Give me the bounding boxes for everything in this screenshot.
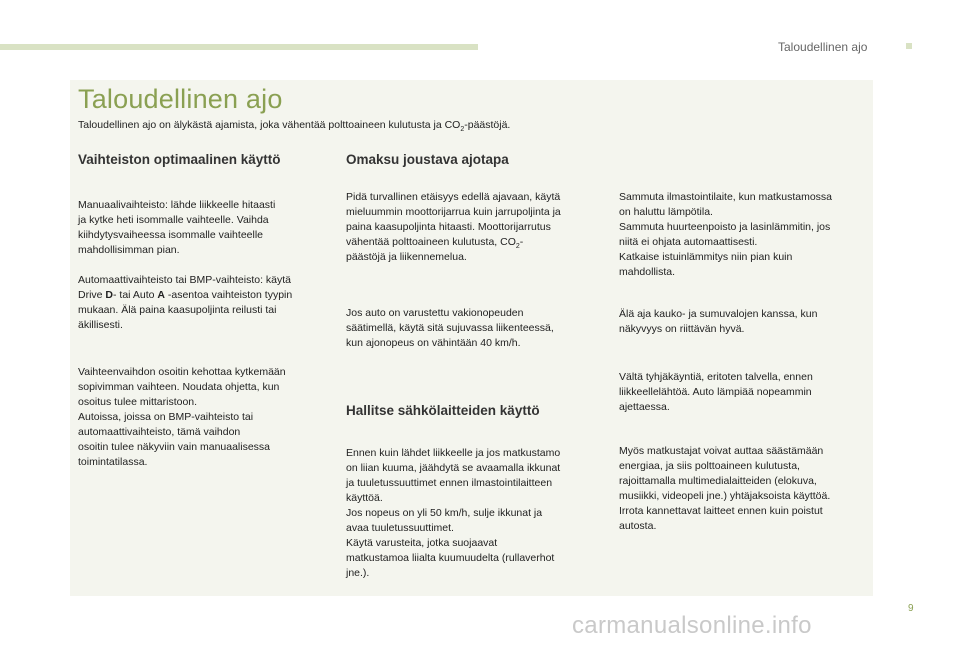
paragraph-passengers: Myös matkustajat voivat auttaa säästämään energiaa, ja siis polttoaineen kulutusta, rajoittamalla multimedialaitteiden (elokuva, musiikki, videopeli jne.) yhtäjaksoista käyttöä. Irrota kannettavat laitteet ennen kuin poistut autosta.: [619, 445, 831, 532]
paragraph-idling: Vältä tyhjäkäyntiä, eritoten talvella, ennen liikkeellelähtöä. Auto lämpiää nopeammin ajettaessa.: [619, 371, 813, 413]
running-header-title: Taloudellinen ajo: [778, 40, 868, 54]
intro-text: Taloudellinen ajo on älykästä ajamista, joka vähentää polttoaineen kulutusta ja $CO_2$-päästöjä.: [78, 119, 511, 134]
page-title: Taloudellinen ajo: [78, 84, 283, 114]
paragraph-cruise-control: Jos auto on varustettu vakionopeuden säätimellä, käytä sitä sujuvassa liikenteessä, kun ajonopeus on vähintään 40 km/h.: [346, 307, 554, 349]
heading-electrical-devices: Hallitse sähkölaitteiden käyttö: [346, 403, 540, 418]
page-number: 9: [908, 603, 914, 614]
header-accent-square: [906, 43, 912, 49]
heading-gearbox: Vaihteiston optimaalinen käyttö: [78, 152, 281, 167]
paragraph-headlights: Älä aja kauko- ja sumuvalojen kanssa, kun näkyvyys on riittävän hyvä.: [619, 308, 818, 335]
heading-driving-style: Omaksu joustava ajotapa: [346, 152, 509, 167]
paragraph-manual-gearbox: Manuaalivaihteisto: lähde liikkeelle hitaasti ja kytke heti isommalle vaihteelle. Vaihda kiihdytysvaiheessa isommalle vaihteelle mahdollisimman pian.: [78, 199, 276, 256]
paragraph-automatic-gearbox: Automaattivaihteisto tai BMP-vaihteisto: käytä Drive D- tai Auto A -asentoa vaihteiston tyypin mukaan. Älä paina kaasupoljinta reilusti tai äkillisesti.: [78, 274, 293, 331]
paragraph-cabin-cooling: Ennen kuin lähdet liikkeelle ja jos matkustamo on liian kuuma, jäähdytä se avaamalla ikkunat ja tuuletussuuttimet ennen ilmastointilaitteen käyttöä. Jos nopeus on yli 50 km/h, sulje ikkunat ja avaa tuuletussuuttimet. Käytä varusteita, jotka suojaavat matkustamoa liialta kuumuudelta (rullaverhot jne.).: [346, 447, 561, 579]
paragraph-safe-distance: Pidä turvallinen etäisyys edellä ajavaan, käytä mieluummin moottorijarrua kuin jarrupoljinta ja paina kaasupoljinta hitaasti. Moottorijarrutus vähentää polttoaineen kulutusta, $CO_2-$ päästöjä ja liikennemelua.: [346, 191, 561, 263]
paragraph-gear-indicator: Vaihteenvaihdon osoitin kehottaa kytkemään sopivimman vaihteen. Noudata ohjetta, kun osoitus tulee mittaristoon. Autoissa, joissa on BMP-vaihteisto tai automaattivaihteisto, tämä vaihdon osoitin tulee näkyviin vain manuaalisessa toimintatilassa.: [78, 366, 286, 468]
paragraph-air-conditioning: Sammuta ilmastointilaite, kun matkustamossa on haluttu lämpötila. Sammuta huurteenpoisto ja lasinlämmitin, jos niitä ei ohjata automaattisesti. Katkaise istuinlämmitys niin pian kuin mahdollista.: [619, 191, 832, 278]
header-accent-bar: [0, 44, 478, 50]
watermark-text: carmanualsonline.info: [572, 612, 812, 639]
